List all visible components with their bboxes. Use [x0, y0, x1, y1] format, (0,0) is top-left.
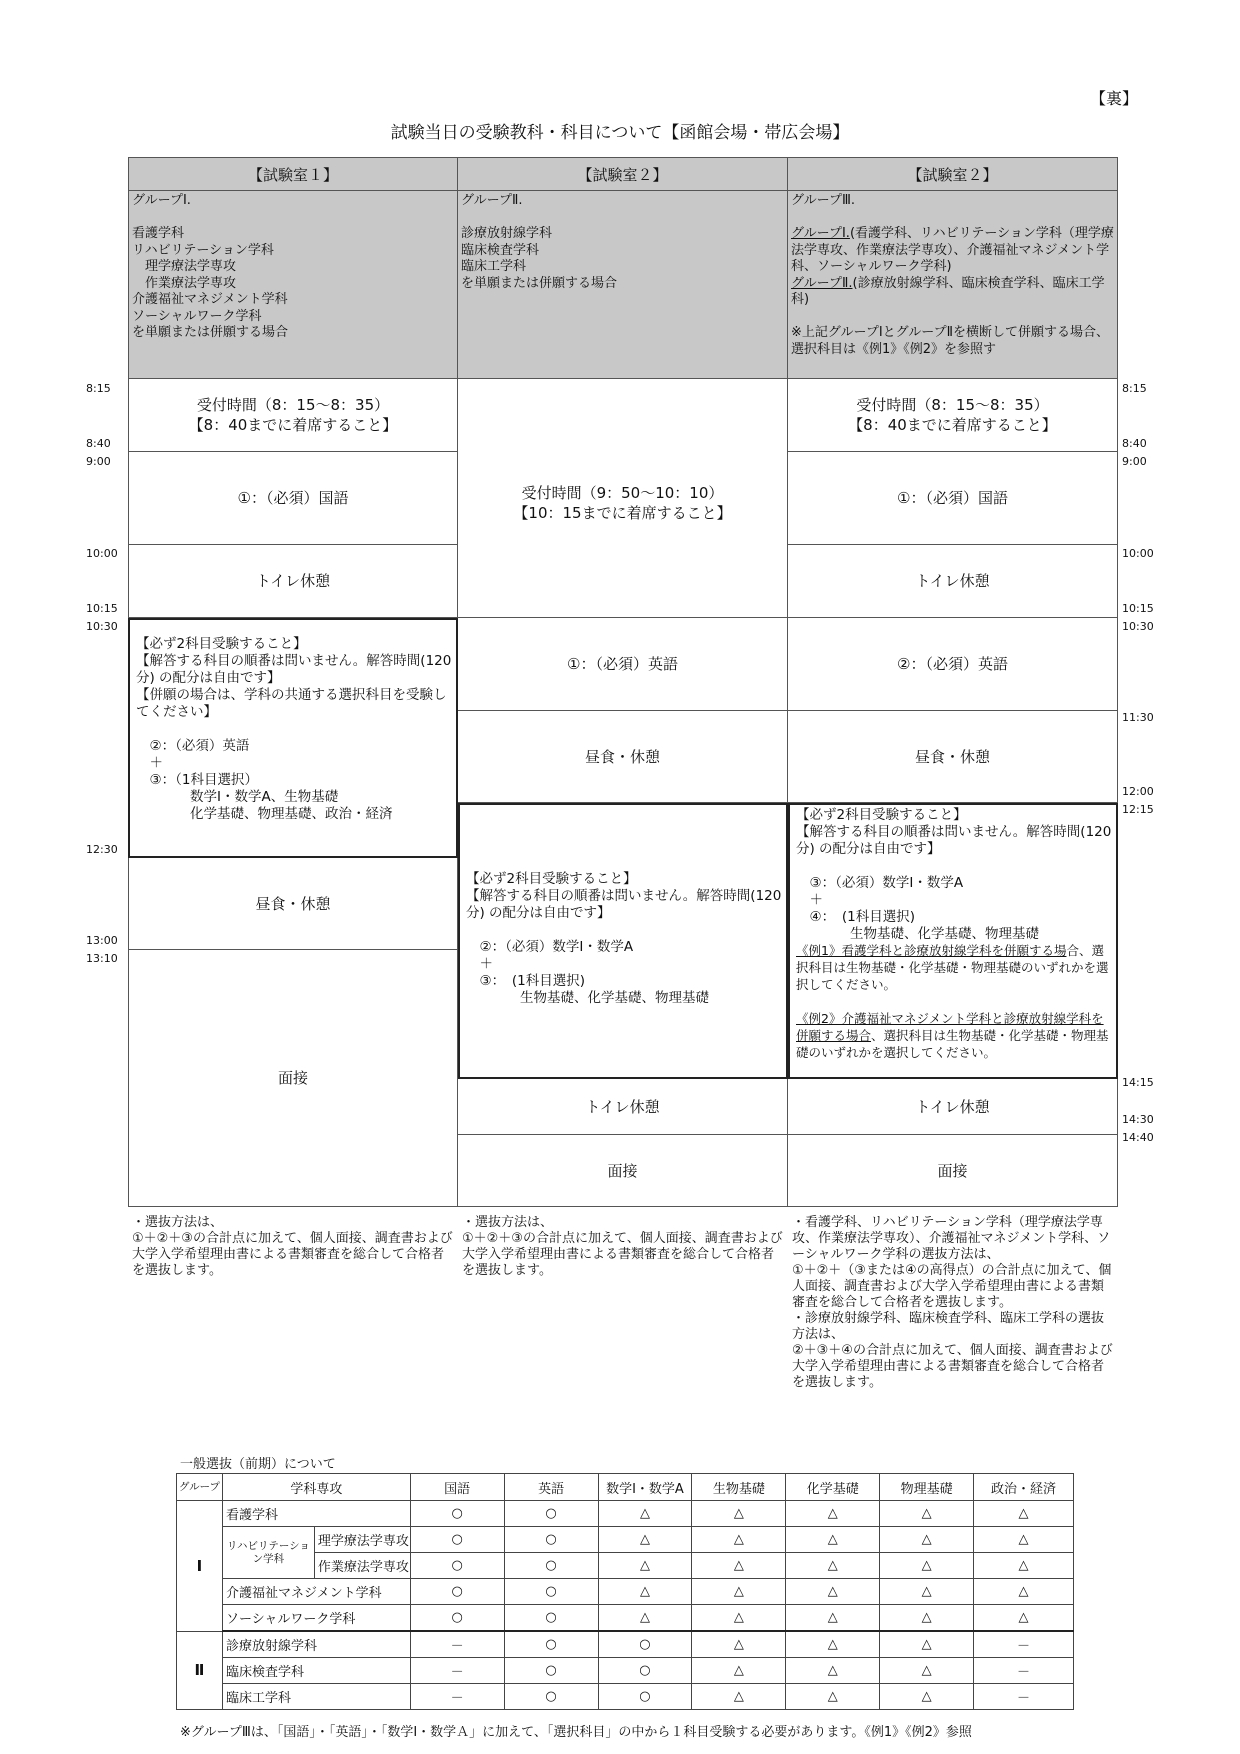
two-subject-block: [788, 803, 1118, 1079]
mark-cell: △: [598, 1579, 692, 1605]
mark-cell: ○: [504, 1501, 598, 1527]
mark-cell: △: [786, 1501, 880, 1527]
mark-cell: ○: [598, 1684, 692, 1710]
mark-cell: ○: [410, 1501, 504, 1527]
mark-cell: △: [974, 1501, 1074, 1527]
mark-cell: △: [692, 1631, 786, 1658]
mark-cell: △: [880, 1605, 974, 1632]
lunch-break: 昼食・休憩: [458, 711, 788, 803]
mark-cell: △: [692, 1605, 786, 1632]
mark-cell: △: [786, 1527, 880, 1553]
subject-japanese: ①：（必須）国語: [128, 452, 458, 545]
toilet-break: トイレ休憩: [788, 545, 1118, 618]
table-footnote: ※グループⅢは、「国語」・「英語」・「数学Ⅰ・数学Ａ」に加えて、「選択科目」の中から１科目受験する必要があります。《例1》《例2》参照: [180, 1725, 972, 1740]
time-label: 8:40: [86, 437, 111, 450]
time-label: 8:15: [86, 382, 111, 395]
example-2-label: 《例2》介護福祉マネジメント学科と診療放射線学科を併願する場合: [796, 1011, 1104, 1043]
note-3b: ・診療放射線学科、臨床検査学科、臨床工学科の選抜方法は、 ②＋③＋④の合計点に加えて、個人面接、調査書および大学入学希望理由書による書類審査を総合して合格者を選抜します。: [792, 1311, 1113, 1390]
time-label: 14:15: [1122, 1076, 1154, 1089]
group-description: グループⅠ. 看護学科 リハビリテーション学科 理学療法学専攻 作業療法学専攻 介護福祉マネジメント学科 ソーシャルワーク学科 を単願または併願する場合: [128, 191, 458, 379]
mark-cell: ○: [504, 1553, 598, 1579]
table-row: [177, 1658, 1074, 1684]
table-row: [177, 1501, 1074, 1527]
mark-cell: ○: [410, 1605, 504, 1632]
time-label: 10:30: [86, 620, 118, 633]
mark-cell: △: [880, 1527, 974, 1553]
mark-cell: △: [786, 1553, 880, 1579]
group-2-text: (診療放射線学科、臨床検査学科、臨床工学科): [791, 275, 1105, 307]
group-cell: Ⅱ: [177, 1631, 223, 1710]
mark-cell: △: [692, 1684, 786, 1710]
mark-cell: △: [786, 1605, 880, 1632]
time-label: 13:00: [86, 934, 118, 947]
time-label: 9:00: [1122, 455, 1147, 468]
mark-cell: ○: [598, 1658, 692, 1684]
col-header: 生物基礎: [692, 1474, 786, 1501]
group-description: [788, 191, 1118, 379]
time-label: 8:15: [1122, 382, 1147, 395]
mark-cell: △: [598, 1527, 692, 1553]
time-label: 14:40: [1122, 1131, 1154, 1144]
lunch-break: 昼食・休憩: [788, 711, 1118, 803]
room-header: 【試験室２】: [788, 157, 1118, 191]
dept-cell: 理学療法学専攻: [314, 1527, 410, 1553]
table-row: [177, 1684, 1074, 1710]
time-label: 10:15: [86, 602, 118, 615]
subject-english: ①：（必須）英語: [458, 618, 788, 711]
two-subject-block: 【必ず2科目受験すること】 【解答する科目の順番は問いません。解答時間(120分) の配分は自由です】 ②：（必須）数学Ⅰ・数学A ＋ ③： (1科目選択) 生物基礎、化学基礎、物理基礎: [458, 803, 788, 1079]
toilet-break: トイレ休憩: [458, 1079, 788, 1135]
time-label: 10:15: [1122, 602, 1154, 615]
mark-cell: △: [786, 1684, 880, 1710]
mark-cell: △: [880, 1658, 974, 1684]
mark-cell: －: [410, 1631, 504, 1658]
mark-cell: －: [974, 1631, 1074, 1658]
col-header: 数学Ⅰ・数学A: [598, 1474, 692, 1501]
lunch-break: 昼食・休憩: [128, 858, 458, 950]
mark-cell: △: [880, 1684, 974, 1710]
mark-cell: △: [692, 1527, 786, 1553]
mark-cell: －: [974, 1658, 1074, 1684]
dept-cell: 介護福祉マネジメント学科: [222, 1579, 410, 1605]
mark-cell: △: [786, 1579, 880, 1605]
mark-cell: △: [974, 1579, 1074, 1605]
mark-cell: ○: [598, 1631, 692, 1658]
mark-cell: －: [410, 1658, 504, 1684]
mark-cell: △: [598, 1501, 692, 1527]
col-header: 国語: [410, 1474, 504, 1501]
mark-cell: ○: [410, 1579, 504, 1605]
interview: 面接: [128, 950, 458, 1207]
mark-cell: △: [974, 1527, 1074, 1553]
mark-cell: △: [880, 1579, 974, 1605]
table-row: [177, 1605, 1074, 1632]
interview: 面接: [458, 1135, 788, 1207]
dept-cell: 臨床工学科: [222, 1684, 410, 1710]
subject-japanese: ①：（必須）国語: [788, 452, 1118, 545]
time-label: 13:10: [86, 952, 118, 965]
group-note: ※上記グループⅠとグループⅡを横断して併願する場合、選択科目は《例1》《例2》を参照す: [791, 325, 1110, 357]
time-label: 8:40: [1122, 437, 1147, 450]
group-description: グループⅡ. 診療放射線学科 臨床検査学科 臨床工学科 を単願または併願する場合: [458, 191, 788, 379]
group-title: グループⅢ.: [791, 193, 856, 208]
reception-time: 受付時間（8：15～8：35） 【8：40までに着席すること】: [788, 379, 1118, 452]
mark-cell: △: [598, 1605, 692, 1632]
col-header: 物理基礎: [880, 1474, 974, 1501]
col-header: 学科専攻: [222, 1474, 410, 1501]
mark-cell: △: [880, 1631, 974, 1658]
two-subject-block: 【必ず2科目受験すること】 【解答する科目の順番は問いません。解答時間(120分) の配分は自由です】 【併願の場合は、学科の共通する選択科目を受験してください】 ②：（必須）英語 ＋ ③：（1科目選択） 数学Ⅰ・数学A、生物基礎 化学基礎、物理基礎、政治・経済: [128, 618, 458, 858]
selection-method-note-3: [792, 1215, 1114, 1391]
note-3a: ・看護学科、リハビリテーション学科（理学療法学専攻、作業療法学専攻）、介護福祉マネジメント学科、ソーシャルワーク学科の選抜方法は、 ①＋②＋（③または④の高得点）の合計点に加えて、個人面接、調査書および大学入学希望理由書による書類審査を総合して合格者を選抜します。: [792, 1215, 1112, 1310]
reception-time: 受付時間（8：15～8：35） 【8：40までに着席すること】: [128, 379, 458, 452]
dept-cell: ソーシャルワーク学科: [222, 1605, 410, 1632]
col-header: 化学基礎: [786, 1474, 880, 1501]
table-header-row: [177, 1474, 1074, 1501]
col-header: 政治・経済: [974, 1474, 1074, 1501]
exam-room-1-column: [128, 157, 458, 1207]
example-1-text: 合、選択科目は生物基礎・化学基礎・物理基礎のいずれかを選択してください。: [796, 943, 1109, 992]
example-2-text: 、選択科目は生物基礎・化学基礎・物理基礎のいずれかを選択してください。: [796, 1028, 1109, 1060]
group-2-label: グループⅡ.: [791, 275, 853, 291]
exam-room-2-column: [458, 157, 788, 1207]
mark-cell: －: [410, 1684, 504, 1710]
dept-cell: 作業療法学専攻: [314, 1553, 410, 1579]
dept-cell: 看護学科: [222, 1501, 410, 1527]
time-label: 12:00: [1122, 785, 1154, 798]
mark-cell: ○: [504, 1684, 598, 1710]
time-label: 9:00: [86, 455, 111, 468]
mark-cell: △: [880, 1501, 974, 1527]
room-header: 【試験室１】: [128, 157, 458, 191]
col-header: 英語: [504, 1474, 598, 1501]
interview: 面接: [788, 1135, 1118, 1207]
table-row: [177, 1631, 1074, 1658]
mark-cell: △: [786, 1658, 880, 1684]
subject-english: ②：（必須）英語: [788, 618, 1118, 711]
selection-method-note-1: ・選抜方法は、 ①＋②＋③の合計点に加えて、個人面接、調査書および大学入学希望理由書による書類審査を総合して合格者を選抜します。: [132, 1215, 453, 1278]
example-1-label: 《例1》看護学科と診療放射線学科を併願する場: [796, 943, 1067, 958]
page-title: 試験当日の受験教科・科目について【函館会場・帯広会場】: [390, 123, 850, 143]
time-label: 10:30: [1122, 620, 1154, 633]
time-label: 12:15: [1122, 803, 1154, 816]
mark-cell: △: [974, 1605, 1074, 1632]
selection-table-title: 一般選抜（前期）について: [180, 1457, 336, 1472]
mark-cell: △: [598, 1553, 692, 1579]
mark-cell: △: [974, 1553, 1074, 1579]
room-header: 【試験室２】: [458, 157, 788, 191]
mark-cell: ○: [504, 1605, 598, 1632]
selection-method-note-2: ・選抜方法は、 ①＋②＋③の合計点に加えて、個人面接、調査書および大学入学希望理由書による書類審査を総合して合格者を選抜します。: [462, 1215, 783, 1278]
table-row: [177, 1579, 1074, 1605]
mark-cell: △: [786, 1631, 880, 1658]
mark-cell: ○: [504, 1527, 598, 1553]
reception-time: 受付時間（9：50～10：10） 【10：15までに着席すること】: [458, 379, 788, 618]
group-1-text: (看護学科、リハビリテーション学科（理学療法学専攻、作業療法学専攻）、介護福祉マネジメント学科、ソーシャルワーク学科): [791, 226, 1114, 274]
page-side-mark: 【裏】: [1090, 89, 1139, 108]
exam-room-3-column: [788, 157, 1118, 1207]
exam-schedule: [128, 157, 1118, 1207]
mark-cell: －: [974, 1684, 1074, 1710]
mark-cell: ○: [504, 1658, 598, 1684]
mark-cell: △: [880, 1553, 974, 1579]
time-label: 14:30: [1122, 1113, 1154, 1126]
mark-cell: ○: [504, 1631, 598, 1658]
time-label: 12:30: [86, 843, 118, 856]
mark-cell: ○: [410, 1553, 504, 1579]
mark-cell: ○: [410, 1527, 504, 1553]
two-subject-text: 【必ず2科目受験すること】 【解答する科目の順番は問いません。解答時間(120分) の配分は自由です】 ③：（必須）数学Ⅰ・数学A ＋ ④： (1科目選択) 生物基礎、化学基礎、物理基礎: [796, 807, 1112, 942]
time-label: 10:00: [1122, 547, 1154, 560]
toilet-break: トイレ休憩: [128, 545, 458, 618]
selection-table: [176, 1473, 1074, 1710]
dept-cell: 診療放射線学科: [222, 1631, 410, 1658]
group-1-label: グループⅠ.: [791, 226, 850, 241]
col-header: グループ: [177, 1474, 223, 1501]
group-cell: Ⅰ: [177, 1501, 223, 1632]
mark-cell: △: [692, 1501, 786, 1527]
dept-cell: 臨床検査学科: [222, 1658, 410, 1684]
toilet-break: トイレ休憩: [788, 1079, 1118, 1135]
time-label: 11:30: [1122, 711, 1154, 724]
mark-cell: △: [692, 1579, 786, 1605]
mark-cell: ○: [504, 1579, 598, 1605]
rehab-dept-cell: リハビリテーション学科: [222, 1527, 314, 1579]
mark-cell: △: [692, 1658, 786, 1684]
time-label: 10:00: [86, 547, 118, 560]
table-row: [177, 1527, 1074, 1553]
mark-cell: △: [692, 1553, 786, 1579]
